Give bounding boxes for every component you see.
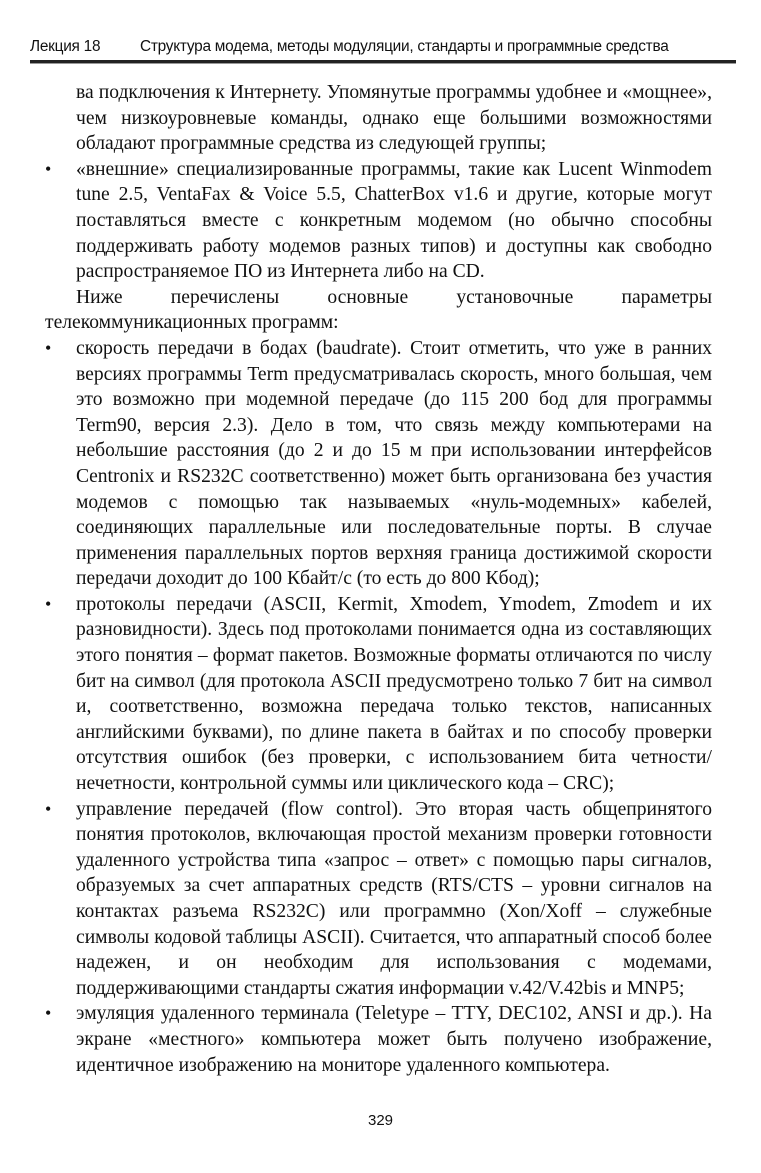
bullet-icon: • [45, 158, 52, 179]
list-item [45, 336, 712, 592]
params-intro-paragraph: Ниже перечислены основные установочные параметры телекоммуникационных программ: [45, 286, 712, 334]
page-number: 329 [367, 1112, 394, 1129]
list-item [45, 157, 712, 285]
lecture-number: Лекция 18 [30, 38, 101, 55]
header-rule-shadow [30, 63, 736, 64]
list-item [45, 797, 712, 1002]
bullet-icon: • [45, 798, 52, 819]
chapter-title: Структура модема, методы модуляции, стандарты и программные средства [140, 38, 669, 55]
list-item-text: эмуляция удаленного терминала (Teletype – TTY, DEC102, ANSI и др.). На экране «местного» компьютера может быть получено изображение, идентичное изображению на мониторе удаленного компьютера. [76, 1003, 712, 1076]
list-item-text: скорость передачи в бодах (baudrate). Стоит отметить, что уже в ранних версиях программы Term предусматривалась скорость, много большая, чем это возможно при модемной передаче (до 115 200 бод для программы Term90, версия 2.3). Дело в том, что связь между компьютерами на небольшие расстояния (до 2 и до 15 м при использовании интерфейсов Centronix и RS232C соответственно) может быть организована без участия модемов с помощью так называемых «нуль-модемных» кабелей, соединяющих параллельные или последовательные порты. В случае применения параллельных портов верхняя граница достижимой скорости передачи доходит до 100 Кбайт/с (то есть до 800 Кбод); [76, 337, 712, 590]
body-text [45, 80, 712, 1078]
software-list [45, 157, 712, 285]
list-item-text: протоколы передачи (ASCII, Kermit, Xmodem, Ymodem, Zmodem и их разновидности). Здесь под протоколами понимается одна из составляющих этого понятия – формат пакетов. Возможные форматы отличаются по числу бит на символ (для протокола ASCII предусмотрено только 7 бит на символ и, соответственно, возможна передача только текстов, написанных английскими буквами), по длине пакета в байтах и по способу проверки отсутствия ошибок (без проверки, с использованием бита четности/нечетности, контрольной суммы или циклического кода – CRC); [76, 593, 712, 795]
parameters-list [45, 336, 712, 1078]
list-item-text: «внешние» специализированные программы, такие как Lucent Winmodem tune 2.5, VentaFax & Voice 5.5, ChatterBox v1.6 и другие, которые могут поставляться вместе с конкретным модемом (но обычно способны поддерживать работу модемов разных типов) и доступны как свободно распространяемое ПО из Интернета либо на CD. [76, 158, 712, 283]
list-item [45, 592, 712, 797]
bullet-icon: • [45, 593, 52, 614]
running-header [30, 37, 736, 57]
list-item-text: управление передачей (flow control). Это вторая часть общепринятого понятия протоколов, включающая простой механизм проверки готовности удаленного устройства типа «запрос – ответ» с помощью пары сигналов, образуемых за счет аппаратных средств (RTS/CTS – уровни сигналов на контактах разъема RS232C) или программно (Xon/Xoff – служебные символы кодовой таблицы ASCII). Считается, что аппаратный способ более надежен, и он необходим для использования с модемами, поддерживающими стандарты сжатия информации v.42/V.42bis и MNP5; [76, 798, 712, 999]
bullet-icon: • [45, 337, 52, 358]
list-item [45, 1001, 712, 1078]
bullet-icon: • [45, 1003, 52, 1024]
intro-continuation: ва подключения к Интернету. Упомянутые программы удобнее и «мощнее», чем низкоуровневые команды, однако еще большими возможностями обладают программные средства из следующей группы; [76, 82, 712, 155]
